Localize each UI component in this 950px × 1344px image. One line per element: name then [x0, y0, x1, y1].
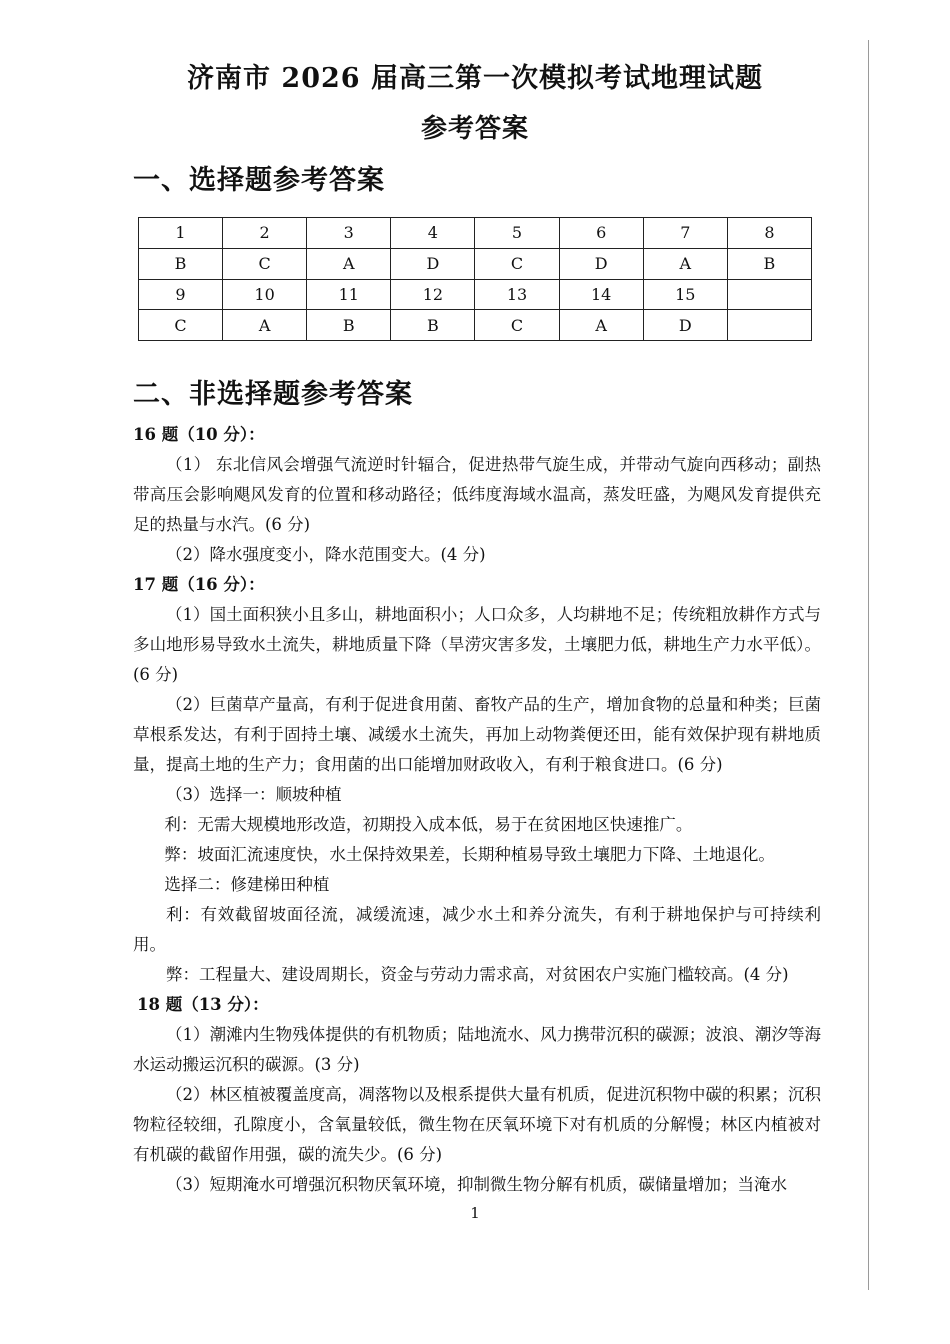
- table-cell: 1: [139, 218, 223, 249]
- table-cell: D: [559, 248, 643, 279]
- q18-answer-1: （1）潮滩内生物残体提供的有机物质；陆地流水、风力携带沉积的碳源；波浪、潮汐等海水运动搬运沉积的碳源。(3 分): [133, 1025, 821, 1074]
- table-cell: 10: [223, 279, 307, 310]
- table-cell: 4: [391, 218, 475, 249]
- q17-option2: 选择二：修建梯田种植: [164, 875, 330, 894]
- q18-answer-3: （3）短期淹水可增强沉积物厌氧环境，抑制微生物分解有机质，碳储量增加；当淹水: [166, 1175, 787, 1194]
- table-cell: 2: [223, 218, 307, 249]
- answers-body: [133, 420, 821, 1200]
- page-number: 1: [470, 1204, 480, 1222]
- document-title: 济南市 2026 届高三第一次模拟考试地理试题: [187, 63, 763, 94]
- table-cell: A: [307, 248, 391, 279]
- q17-answer-1: （1）国土面积狭小且多山，耕地面积小；人口众多，人均耕地不足；传统粗放耕作方式与多山地形易导致水土流失，耕地质量下降（旱涝灾害多发，土壤肥力低，耕地生产力水平低）。(6 分): [133, 605, 821, 684]
- q17-option2-pro: 利：有效截留坡面径流，减缓流速，减少水土和养分流失，有利于耕地保护与可持续利用。: [133, 905, 821, 954]
- table-cell: A: [223, 310, 307, 341]
- table-cell: 15: [643, 279, 727, 310]
- q17-answer-3: （3）选择一：顺坡种植: [166, 785, 342, 804]
- table-cell: B: [727, 248, 811, 279]
- table-cell: 14: [559, 279, 643, 310]
- answer-table: [138, 217, 812, 341]
- section2-heading: 二、非选择题参考答案: [133, 379, 413, 410]
- table-cell: A: [559, 310, 643, 341]
- table-row: [139, 218, 812, 249]
- table-cell: 5: [475, 218, 559, 249]
- table-cell: 3: [307, 218, 391, 249]
- table-row: [139, 279, 812, 310]
- section1-heading: 一、选择题参考答案: [133, 165, 385, 196]
- table-cell: [727, 310, 811, 341]
- table-cell: 11: [307, 279, 391, 310]
- table-cell: B: [391, 310, 475, 341]
- table-cell: A: [643, 248, 727, 279]
- q16-answer-1: （1） 东北信风会增强气流逆时针辐合，促进热带气旋生成，并带动气旋向西移动；副热带高压会影响飓风发育的位置和移动路径；低纬度海域水温高，蒸发旺盛，为飓风发育提供充足的热量与水汽。(6 分): [133, 455, 821, 534]
- table-cell: B: [139, 248, 223, 279]
- table-cell: B: [307, 310, 391, 341]
- table-cell: C: [475, 310, 559, 341]
- table-cell: C: [223, 248, 307, 279]
- table-cell: [727, 279, 811, 310]
- table-cell: 7: [643, 218, 727, 249]
- question-16-title: 16 题（10 分）：: [133, 425, 265, 444]
- table-row: [139, 248, 812, 279]
- q17-option1-con: 弊：坡面汇流速度快，水土保持效果差，长期种植易导致土壤肥力下降、土地退化。: [164, 845, 775, 864]
- q18-answer-2: （2）林区植被覆盖度高，凋落物以及根系提供大量有机质，促进沉积物中碳的积累；沉积物粒径较细，孔隙度小，含氧量较低，微生物在厌氧环境下对有机质的分解慢；林区内植被对有机碳的截留作用强，碳的流失少。(6 分): [133, 1085, 821, 1164]
- q16-answer-2: （2）降水强度变小，降水范围变大。(4 分): [166, 545, 486, 564]
- table-cell: C: [475, 248, 559, 279]
- table-cell: D: [391, 248, 475, 279]
- table-row: [139, 310, 812, 341]
- q17-option1-pro: 利：无需大规模地形改造，初期投入成本低，易于在贫困地区快速推广。: [164, 815, 693, 834]
- table-cell: 8: [727, 218, 811, 249]
- q17-option2-con: 弊：工程量大、建设周期长，资金与劳动力需求高，对贫困农户实施门槛较高。(4 分): [166, 965, 789, 984]
- table-cell: C: [139, 310, 223, 341]
- question-17-title: 17 题（16 分）：: [133, 575, 265, 594]
- page-margin-line: [868, 40, 869, 1290]
- table-cell: 6: [559, 218, 643, 249]
- document-subtitle: 参考答案: [420, 114, 529, 144]
- q17-answer-2: （2）巨菌草产量高，有利于促进食用菌、畜牧产品的生产，增加食物的总量和种类；巨菌草根系发达，有利于固持土壤、减缓水土流失，再加上动物粪便还田，能有效保护现有耕地质量，提高土地的生产力；食用菌的出口能增加财政收入，有利于粮食进口。(6 分): [133, 695, 821, 774]
- table-cell: 12: [391, 279, 475, 310]
- table-cell: D: [643, 310, 727, 341]
- question-18-title: 18 题（13 分）：: [137, 995, 269, 1014]
- table-cell: 13: [475, 279, 559, 310]
- table-cell: 9: [139, 279, 223, 310]
